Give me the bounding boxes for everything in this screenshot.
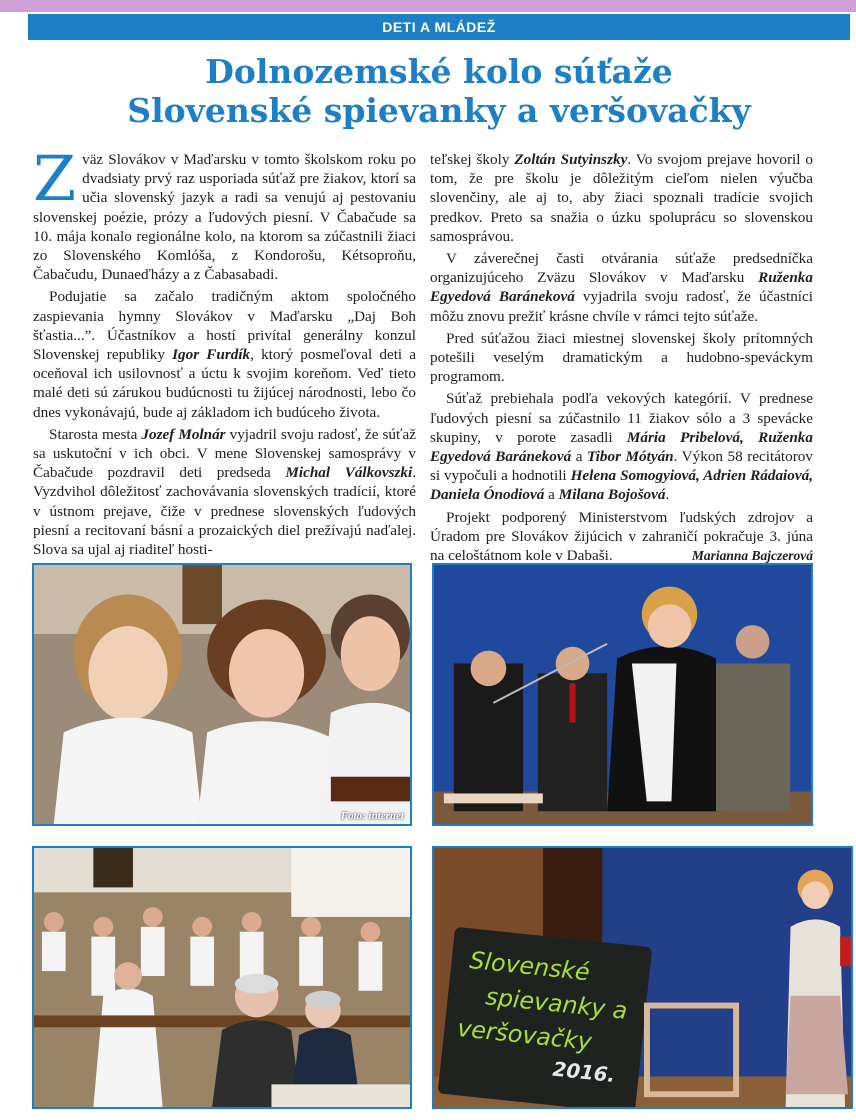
paragraph: Projekt podporený Ministerstvom ľudských zdrojov a Úradom pre Slovákov žijúcich v zahraničí pokračuje 3. júna na celoštátnom kole v Dabaši. Marianna Bajczerová	[430, 508, 813, 565]
top-color-strip	[0, 0, 856, 12]
paragraph: Starosta mesta Jozef Molnár vyjadril svoju radosť, že súťaž sa uskutoční v ich obci. V mene Slovenskej samosprávy v Čabačude pozdravil deti predseda Michal Válkovszki. Vyzdvihol dôležitosť zachovávania slovenských tradícií, ktoré v ústnom prejave, čiže v prednese slovenských ľudových piesní a recitovaní básní a prozaických diel prežívajú naďalej. Slova sa ujal aj riaditeľ hosti-	[33, 425, 416, 559]
photo-girls-image	[34, 565, 410, 824]
paragraph: Pred súťažou žiaci miestnej slovenskej školy prítomných potešili veselým dramatickým a hudobno-speváckym programom.	[430, 329, 813, 386]
sign-line-1: Slovenské	[468, 946, 592, 987]
photo-stage-speech	[432, 563, 813, 826]
paragraph: V záverečnej časti otvárania súťaže predsedníčka organizujúceho Zväzu Slovákov v Maďarsku Ruženka Egyedová Baráneková vyjadrila svoju radosť, že účastníci môžu znovu prežiť krásne chvíle v rámci tejto súťaže.	[430, 250, 813, 325]
photo-girls-seated	[32, 563, 412, 826]
article-title	[28, 52, 850, 130]
paragraph: Zväz Slovákov v Maďarsku v tomto školskom roku po dvadsiaty prvý raz usporiada súťaž pre žiakov, ktorí sa učia slovenský jazyk a radi sa venujú aj pestovaniu slovenskej poézie, prózy a ľudových piesní. V Čabačude sa 10. mája konalo regionálne kolo, na ktorom sa zúčastnili žiaci zo Slovenského Komlóša, z Kondorošu, Kétsoproňu, Čabačudu, Dunaeďházy a z Čabasabadi.	[33, 142, 416, 284]
article-column-left	[33, 142, 417, 562]
paragraph: Podujatie sa začalo tradičným aktom spoločného zaspievania hymny Slovákov v Maďarsku „Daj Boh šťastia...”. Účastníkov a hostí privítal generálny konzul Slovenskej republiky Igor Furdík, ktorý posmeľoval deti a oceňoval ich usilovnosť a úctu k svojim koreňom. Veď tieto malé deti sú zárukou budúcnosti tu žijúcej národnosti, lebo čo dnes vykonávajú, bude aj základom ich budúceho života.	[33, 288, 417, 421]
author-signature: Marianna Bajczerová	[691, 548, 813, 564]
sign-year: 2016.	[551, 1057, 617, 1088]
photo-stage-image	[434, 565, 811, 824]
photo-audience-image	[34, 848, 410, 1107]
photo-audience-jury	[32, 846, 412, 1109]
section-header: DETI A MLÁDEŽ	[28, 14, 850, 40]
title-line-1: Dolnozemské kolo súťaže	[205, 52, 673, 91]
photo-sign-image	[434, 848, 851, 1107]
article-column-right	[430, 150, 813, 568]
title-line-2: Slovenské spievanky a veršovačky	[127, 91, 751, 130]
drop-cap: Z	[33, 142, 77, 215]
photo-sign-performer	[432, 846, 853, 1109]
paragraph: Súťaž prebiehala podľa vekových kategórií. V prednese ľudových piesní sa zúčastnilo 11 žiakov sólo a 3 spevácke skupiny, v porote zasadli Mária Pribelová, Ruženka Egyedová Baráneková a Tibor Mótyán. Výkon 58 recitátorov si vypočuli a hodnotili Helena Somogyiová, Adrien Rádaiová, Daniela Ónodiová a Milana Bojošová.	[430, 390, 813, 504]
paragraph: teľskej školy Zoltán Sutyinszky. Vo svojom prejave hovoril o tom, že pre školu je dôležitým cieľom nielen výučba slovenčiny, ale aj to, aby žiaci spoznali tradície svojich predkov. Preto sa snažia o úzku spoluprácu so slovenskou samosprávou.	[430, 151, 813, 245]
sign-line-3: veršovačky	[456, 1014, 594, 1056]
sign-line-2: spievanky a	[484, 982, 629, 1025]
photo-credit: Foto: internet	[340, 810, 404, 822]
